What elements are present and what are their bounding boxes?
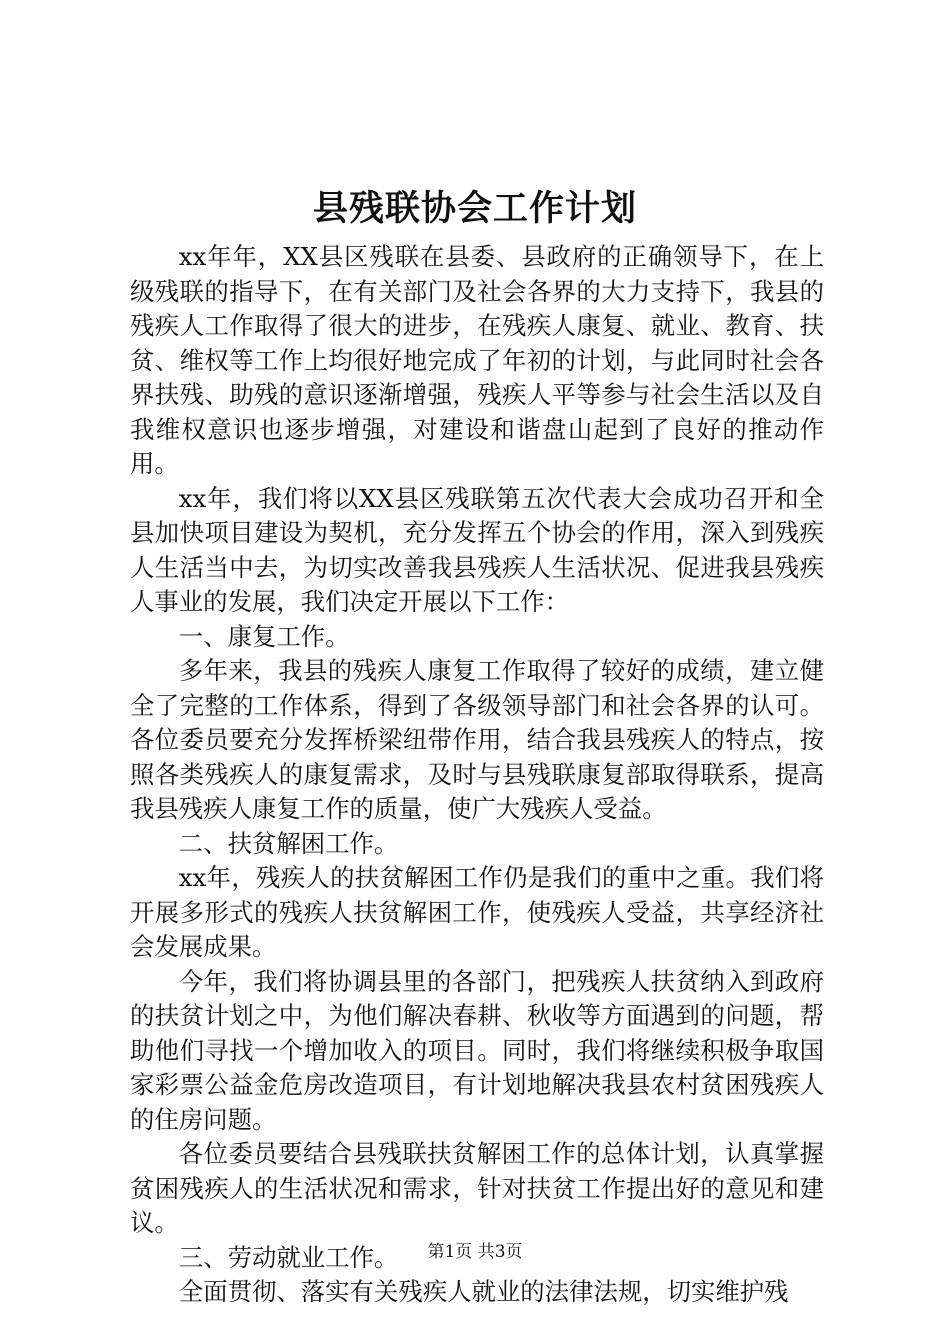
paragraph-plan-overview: xx年，我们将以XX县区残联第五次代表大会成功召开和全县加快项目建设为契机，充分发挥五个协会的作用，深入到残疾人生活当中去，为切实改善我县残疾人生活状况、促进我县残疾人事业的发展，我们决定开展以下工作： — [130, 483, 824, 616]
section-heading-employment: 三、劳动就业工作。 — [178, 1242, 399, 1272]
section-heading-poverty-relief: 二、扶贫解困工作。 — [178, 828, 399, 858]
document-body — [130, 240, 824, 1310]
section-heading-rehabilitation: 一、康复工作。 — [178, 621, 350, 651]
paragraph-poverty-relief-priority: xx年，残疾人的扶贫解困工作仍是我们的重中之重。我们将开展多形式的残疾人扶贫解困工作，使残疾人受益，共享经济社会发展成果。 — [130, 863, 824, 961]
paragraph-employment: 全面贯彻、落实有关残疾人就业的法律法规，切实维护残 — [178, 1277, 789, 1306]
page-number-footer: 第1页 共3页 — [427, 1242, 523, 1262]
paragraph-poverty-relief-members: 各位委员要结合县残联扶贫解困工作的总体计划，认真掌握贫困残疾人的生活状况和需求，针对扶贫工作提出好的意见和建议。 — [130, 1139, 824, 1237]
document-title: 县残联协会工作计划 — [312, 188, 637, 229]
paragraph-rehabilitation: 多年来，我县的残疾人康复工作取得了较好的成绩，建立健全了完整的工作体系，得到了各级领导部门和社会各界的认可。各位委员要充分发挥桥梁纽带作用，结合我县残疾人的特点，按照各类残疾人的康复需求，及时与县残联康复部取得联系，提高我县残疾人康复工作的质量，使广大残疾人受益。 — [130, 656, 824, 823]
paragraph-intro: xx年年，XX县区残联在县委、县政府的正确领导下，在上级残联的指导下，在有关部门及社会各界的大力支持下，我县的残疾人工作取得了很大的进步，在残疾人康复、就业、教育、扶贫、维权等工作上均很好地完成了年初的计划，与此同时社会各界扶残、助残的意识逐渐增强，残疾人平等参与社会生活以及自我维权意识也逐步增强，对建设和谐盘山起到了良好的推动作用。 — [130, 242, 824, 478]
paragraph-poverty-relief-plan: 今年，我们将协调县里的各部门，把残疾人扶贫纳入到政府的扶贫计划之中，为他们解决春耕、秋收等方面遇到的问题，帮助他们寻找一个增加收入的项目。同时，我们将继续积极争取国家彩票公益金危房改造项目，有计划地解决我县农村贫困残疾人的住房问题。 — [130, 966, 824, 1134]
